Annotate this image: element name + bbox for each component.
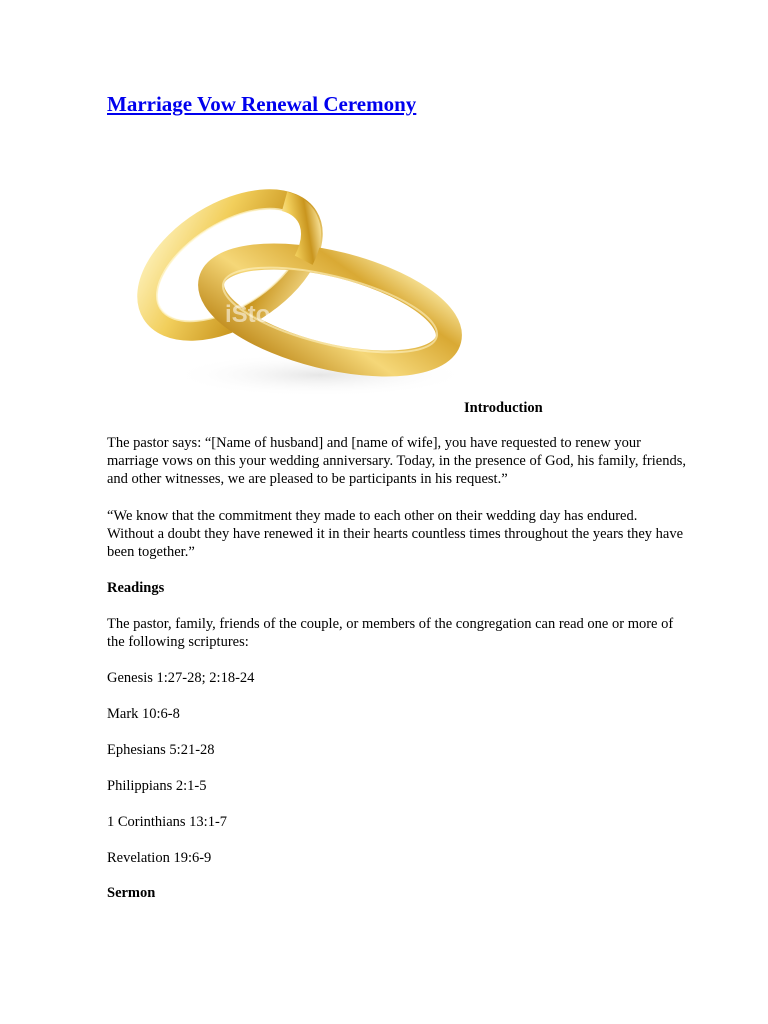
scripture-mark: Mark 10:6-8 — [107, 706, 180, 722]
scripture-philippians: Philippians 2:1-5 — [107, 778, 207, 794]
wedding-rings-image — [120, 170, 480, 410]
paragraph-pastor-says: The pastor says: “[Name of husband] and [name of wife], you have requested to renew your marriage vows on this your wedding anniversary. Today, in the presence of God, his family, friends, and other witnesses, we are pleased to be participants in his request.” — [107, 435, 686, 487]
scripture-corinthians: 1 Corinthians 13:1-7 — [107, 814, 228, 830]
paragraph-commitment: “We know that the commitment they made to each other on their wedding day has endured. Without a doubt they have renewed it in their hearts countless times throughout the years they have been together.” — [107, 508, 684, 560]
scripture-ephesians: Ephesians 5:21-28 — [107, 742, 215, 758]
readings-heading: Readings — [107, 580, 165, 596]
readings-intro: The pastor, family, friends of the couple, or members of the congregation can read one or more of the following scriptures: — [107, 616, 674, 650]
watermark-text: iStock — [225, 301, 298, 328]
sermon-heading: Sermon — [107, 885, 156, 901]
document-title-link[interactable]: Marriage Vow Renewal Ceremony — [107, 92, 417, 116]
introduction-heading: Introduction — [464, 400, 543, 416]
scripture-revelation: Revelation 19:6-9 — [107, 850, 212, 866]
scripture-genesis: Genesis 1:27-28; 2:18-24 — [107, 670, 255, 686]
